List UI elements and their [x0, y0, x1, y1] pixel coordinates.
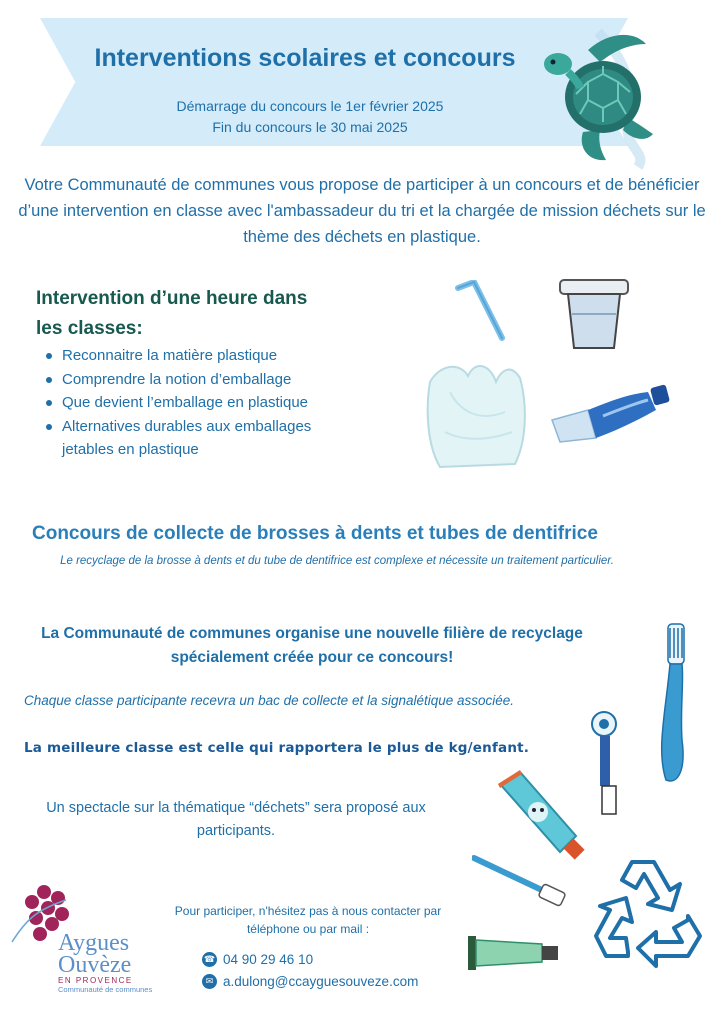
- concours-title: Concours de collecte de brosses à dents et tubes de dentifrice: [32, 523, 598, 544]
- intervention-heading: [36, 284, 356, 344]
- intro-paragraph: Votre Communauté de communes vous propose de participer à un concours et de bénéficier d’une intervention en classe avec l'ambassadeur du tri et la chargée de mission déchets sur le thème des déchets en plastique.: [18, 176, 706, 246]
- list-item: Que devient l’emballage en plastique: [40, 391, 360, 415]
- phone-number[interactable]: 04 90 29 46 10: [223, 952, 314, 967]
- spectacle-text: Un spectacle sur la thématique “déchets” sera proposé aux participants.: [46, 800, 426, 839]
- logo-line1: Aygues: [58, 930, 130, 956]
- email-address[interactable]: a.dulong@ccayguesouveze.com: [223, 974, 419, 989]
- toothbrush-icon: [472, 852, 568, 912]
- toothpaste-tube-icon: [494, 766, 590, 862]
- straw-icon: [454, 280, 510, 344]
- phone-icon: ☎: [202, 952, 217, 967]
- toothpaste-tube-icon: [466, 932, 566, 974]
- start-date: Démarrage du concours le 1er février 2025: [176, 98, 444, 114]
- sea-turtle-icon: [528, 22, 658, 170]
- intervention-list: [40, 344, 360, 462]
- toothbrush-icon: [656, 620, 696, 790]
- electric-toothbrush-head-icon: [588, 708, 628, 818]
- logo-line3: EN PROVENCE: [58, 976, 133, 985]
- logo-line4: Communauté de communes: [58, 985, 153, 994]
- logo-line2: Ouvèze: [58, 952, 132, 978]
- meilleure-classe-text: La meilleure classe est celle qui rapportera le plus de kg/enfant.: [24, 740, 530, 756]
- end-date: Fin du concours le 30 mai 2025: [212, 119, 408, 135]
- intervention-title-line2: les classes:: [36, 318, 143, 339]
- mail-icon: ✉: [202, 974, 217, 989]
- concours-note: Le recyclage de la brosse à dents et du tube de dentifrice est complexe et nécessite un traitement particulier.: [60, 555, 614, 567]
- email-line: [202, 974, 418, 989]
- page-title: Interventions scolaires et concours: [94, 44, 516, 72]
- plastic-bag-icon: [420, 352, 535, 474]
- list-item: Reconnaitre la matière plastique: [40, 344, 360, 368]
- intervention-title-line1: Intervention d’une heure dans: [36, 288, 308, 309]
- list-item: Comprendre la notion d’emballage: [40, 368, 360, 392]
- bac-text: Chaque classe participante recevra un bac de collecte et la signalétique associée.: [24, 693, 515, 708]
- list-item: Alternatives durables aux emballages jetables en plastique: [40, 415, 360, 462]
- phone-line: [202, 952, 313, 967]
- contact-invite: Pour participer, n'hésitez pas à nous contacter par téléphone ou par mail :: [174, 904, 442, 936]
- plastic-bottle-icon: [548, 380, 672, 450]
- plastic-cup-icon: [556, 274, 632, 354]
- filiere-text: La Communauté de communes organise une nouvelle filière de recyclage spécialement créée pour ce concours!: [41, 625, 583, 666]
- recycle-icon: [592, 852, 708, 972]
- logo: [58, 932, 178, 994]
